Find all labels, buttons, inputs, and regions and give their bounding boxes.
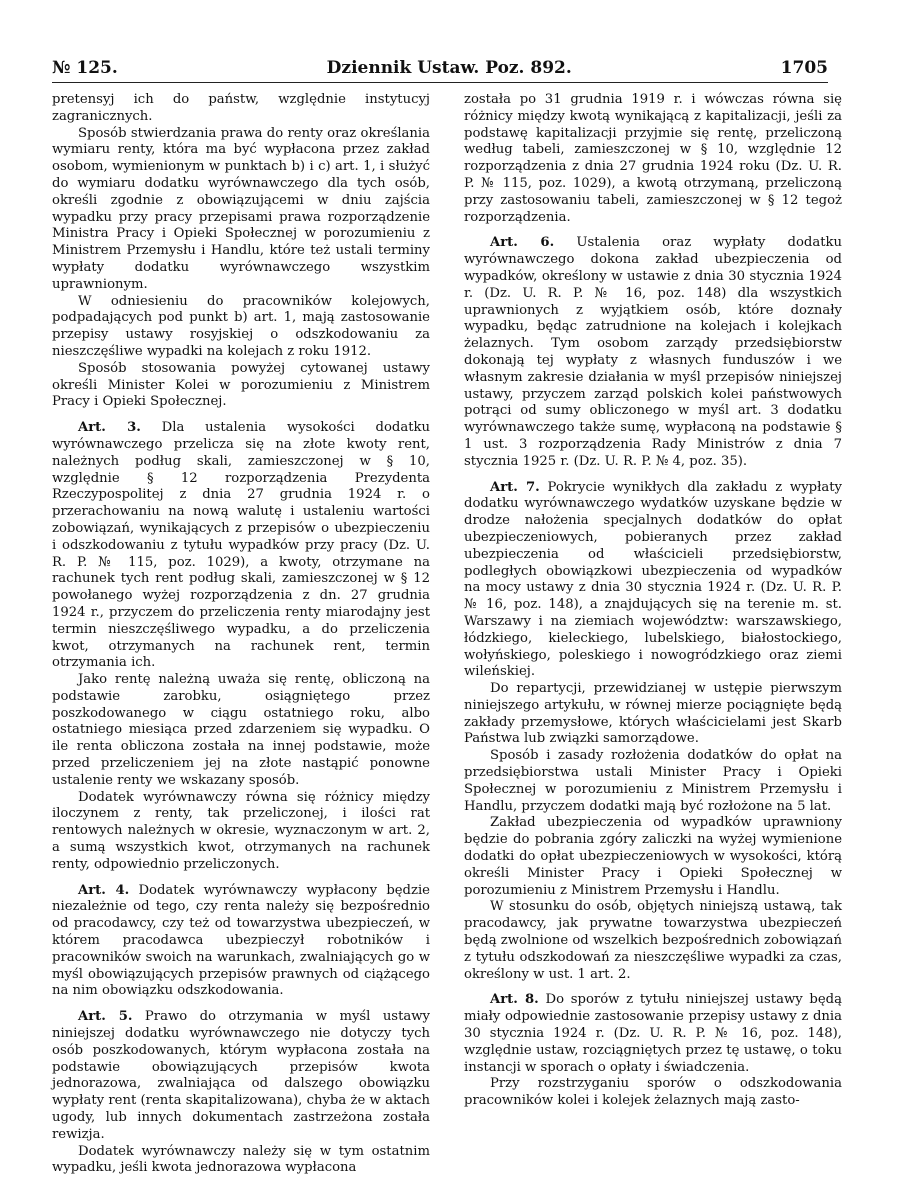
paragraph-text: Dodatek wyrównawczy należy się w tym ostatnim wypadku, jeśli kwota jednorazowa wypłacona — [52, 1143, 430, 1176]
article-number: Art. 4. — [78, 882, 130, 898]
paragraph-text: Jako rentę należną uważa się rentę, obliczoną na podstawie zarobku, osiągniętego przez poszkodowanego w ciągu ostatniego roku, albo ostatniego miesiąca przed zdarzeniem się wypadku. O ile renta obliczona została na innej podstawie, może przed przeliczeniem jej na złote nastąpić ponowne ustalenie renty we wskazany sposób. — [52, 672, 430, 788]
paragraph-text: Do repartycji, przewidzianej w ustępie pierwszym niniejszego artykułu, w równej mierze pociągnięte będą zakłady przemysłowe, których właścicielami jest Skarb Państwa lub związki samorządowe. — [464, 681, 842, 747]
article-paragraph — [464, 480, 842, 682]
paragraph — [464, 899, 842, 983]
paragraph — [464, 681, 842, 748]
paragraph-text: W stosunku do osób, objętych niniejszą ustawą, tak pracodawcy, jak prywatne towarzystwa ubezpieczeń będą zwolnione od wszelkich bezpośrednich zobowiązań z tytułu odszkodowań za nieszczęśliwe wypadki za czas, określony w ust. 1 art. 2. — [464, 899, 842, 982]
paragraph-text: Pokrycie wynikłych dla zakładu z wypłaty dodatku wyrównawczego wydatków uzyskane będzie w drodze nałożenia specjalnych dodatków do opłat ubezpieczeniowych, pobieranych przez zakład ubezpieczenia od właścicieli przedsiębiorstw, podległych obowiązkowi ubezpieczenia od wypadków na mocy ustawy z dnia 30 stycznia 1924 r. (Dz. U. R. P. № 16, poz. 148), a znajdujących się na terenie m. st. Warszawy i na ziemiach województw: warszawskiego, łódzkiego, kieleckiego, lubelskiego, białostockiego, wołyńskiego, poleskiego i nowogródzkiego oraz ziemi wileńskiej. — [464, 479, 842, 680]
paragraph-text: W odniesieniu do pracowników kolejowych, podpadających pod punkt b) art. 1, mają zastosowanie przepisy ustawy rosyjskiej o odszkodowaniu za nieszczęśliwe wypadki na kolejach z roku 1912. — [52, 293, 430, 359]
article-number: Art. 7. — [490, 479, 540, 495]
paragraph — [464, 1076, 842, 1110]
paragraph-text: została po 31 grudnia 1919 r. i wówczas równa się różnicy między kwotą wynikającą z kapitalizacji, jeśli za podstawę kapitalizacji przyjmie się rentę, przeliczoną według tabeli, zamieszczonej w § 10, względnie 12 rozporządzenia z dnia 27 grudnia 1924 roku (Dz. U. R. P. № 115, poz. 1029), a kwotą otrzymaną, przeliczoną przy zastosowaniu tabeli, zamieszczonej w § 12 tegoż rozporządzenia. — [464, 92, 842, 225]
paragraph — [52, 1144, 430, 1178]
paragraph-text: Sposób stosowania powyżej cytowanej ustawy określi Minister Kolei w porozumieniu z Ministrem Pracy i Opieki Społecznej. — [52, 360, 430, 410]
paragraph-text: Sposób stwierdzania prawa do renty oraz określania wymiaru renty, która ma być wypłacona przez zakład osobom, wymienionym w punktach b) i c) art. 1, i służyć do wymiaru dodatku wyrównawczego dla tych osób, określi zgodnie z obowiązującemi w dniu zajścia wypadku przy pracy przepisami prawa rozporządzenie Ministra Pracy i Opieki Społecznej w porozumieniu z Ministrem Przemysłu i Handlu, które też ustali terminy wypłaty dodatku wyrównawczego wszystkim uprawnionym. — [52, 125, 430, 292]
article-number: Art. 8. — [490, 992, 539, 1008]
paragraph-text: Dodatek wyrównawczy wypłacony będzie niezależnie od tego, czy renta należy się bezpośrednio od pracodawcy, czy też od towarzystwa ubezpieczeń, w którem pracodawca ubezpieczył robotników i pracowników swoich na warunkach, zwalniających go w myśl obowiązujących przepisów prawnych od ciążącego na nim obowiązku odszkodowania. — [52, 882, 430, 999]
paragraph — [464, 815, 842, 899]
article-paragraph — [52, 1009, 430, 1143]
issue-number: № 125. — [52, 58, 118, 78]
paragraph — [52, 790, 430, 874]
article-number: Art. 5. — [78, 1009, 133, 1025]
article-paragraph — [52, 883, 430, 1001]
article-number: Art. 3. — [78, 420, 141, 436]
paragraph — [464, 92, 842, 226]
article-paragraph — [464, 235, 842, 470]
article-paragraph — [464, 992, 842, 1076]
left-column — [52, 92, 430, 1177]
page-number: 1705 — [780, 58, 828, 78]
paragraph-text: Przy rozstrzyganiu sporów o odszkodowania pracowników kolei i kolejek żelaznych mają zasto- — [464, 1076, 842, 1109]
article-number: Art. 6. — [490, 235, 555, 251]
text-columns — [52, 92, 842, 1177]
paragraph-text: Do sporów z tytułu niniejszej ustawy będą miały odpowiednie zastosowanie przepisy ustawy z dnia 30 stycznia 1924 r. (Dz. U. R. P. № 16, poz. 148), względnie ustaw, rozciągniętych przez tę ustawę, o toku instancji w sporach o opłaty i świadczenia. — [464, 992, 842, 1075]
paragraph-text: Zakład ubezpieczenia od wypadków uprawniony będzie do pobrania zgóry zaliczki na wyżej wymienione dodatki do opłat ubezpieczeniowych w wysokości, którą określi Minister Pracy i Opieki Społecznej w porozumieniu z Ministrem Przemysłu i Handlu. — [464, 815, 842, 898]
paragraph — [52, 294, 430, 361]
paragraph-text: pretensyj ich do państw, względnie instytucyj zagranicznych. — [52, 92, 430, 124]
paragraph-text: Dodatek wyrównawczy równa się różnicy między iloczynem z renty, tak przeliczonej, i ilości rat rentowych należnych w okresie, wyznaczonym w art. 2, a sumą wszystkich kwot, otrzymanych na rachunek renty, odpowiednio przeliczonych. — [52, 789, 430, 872]
paragraph-text: Dla ustalenia wysokości dodatku wyrównawczego przelicza się na złote kwoty rent, należnych podług skali, zamieszczonej w § 10, względnie § 12 rozporządzenia Prezydenta Rzeczypospolitej z dnia 27 grudnia 1924 r. o przerachowaniu na nową walutę i ustaleniu wartości zobowiązań, wynikających z przepisów o ubezpieczeniu i odszkodowaniu z tytułu wypadków przy pracy (Dz. U. R. P. № 115, poz. 1029), a kwoty, otrzymane na rachunek tych rent podług skali, zamieszczonej w § 12 powołanego wyżej rozporządzenia z dn. 27 grudnia 1924 r., przyczem do przeliczenia renty miarodajny jest termin nieszczęśliwego wypadku, a do przeliczenia kwot, otrzymanych na rachunek rent, termin otrzymania ich. — [52, 420, 430, 671]
journal-title: Dziennik Ustaw. Poz. 892. — [326, 58, 572, 78]
paragraph — [52, 126, 430, 294]
paragraph — [464, 748, 842, 815]
right-column — [464, 92, 842, 1177]
paragraph — [52, 92, 430, 126]
paragraph — [52, 361, 430, 411]
paragraph-text: Prawo do otrzymania w myśl ustawy niniejszej dodatku wyrównawczego nie dotyczy tych osób poszkodowanych, którym wypłacona została na podstawie obowiązujących przepisów kwota jednorazowa, zwalniająca od dalszego obowiązku wypłaty rent (renta skapitalizowana), chyba że w aktach ugody, lub innych dokumentach zastrzeżona została rewizja. — [52, 1009, 430, 1142]
article-paragraph — [52, 420, 430, 672]
page-header — [52, 52, 828, 83]
paragraph — [52, 672, 430, 790]
paragraph-text: Ustalenia oraz wypłaty dodatku wyrównawczego dokona zakład ubezpieczenia od wypadków, określony w ustawie z dnia 30 stycznia 1924 r. (Dz. U. R. P. № 16, poz. 148) dla wszystkich uprawnionych z wyjątkiem osób, które doznały wypadku, będąc zatrudnione na kolejach i kolejkach żelaznych. Tym osobom zarządy przedsiębiorstw dokonają tej wypłaty z własnych funduszów i we własnym zakresie działania w myśl przepisów niniejszej ustawy, przyczem zarząd polskich kolei państwowych potrąci od sumy obliczonego w myśl art. 3 dodatku wyrównawczego także sumę, wypłaconą na podstawie § 1 ust. 3 rozporządzenia Rady Ministrów z dnia 7 stycznia 1925 r. (Dz. U. R. P. № 4, poz. 35). — [464, 235, 842, 469]
paragraph-text: Sposób i zasady rozłożenia dodatków do opłat na przedsiębiorstwa ustali Minister Pracy i Opieki Społecznej w porozumieniu z Ministrem Przemysłu i Handlu, przyczem dodatki mają być rozłożone na 5 lat. — [464, 748, 842, 814]
